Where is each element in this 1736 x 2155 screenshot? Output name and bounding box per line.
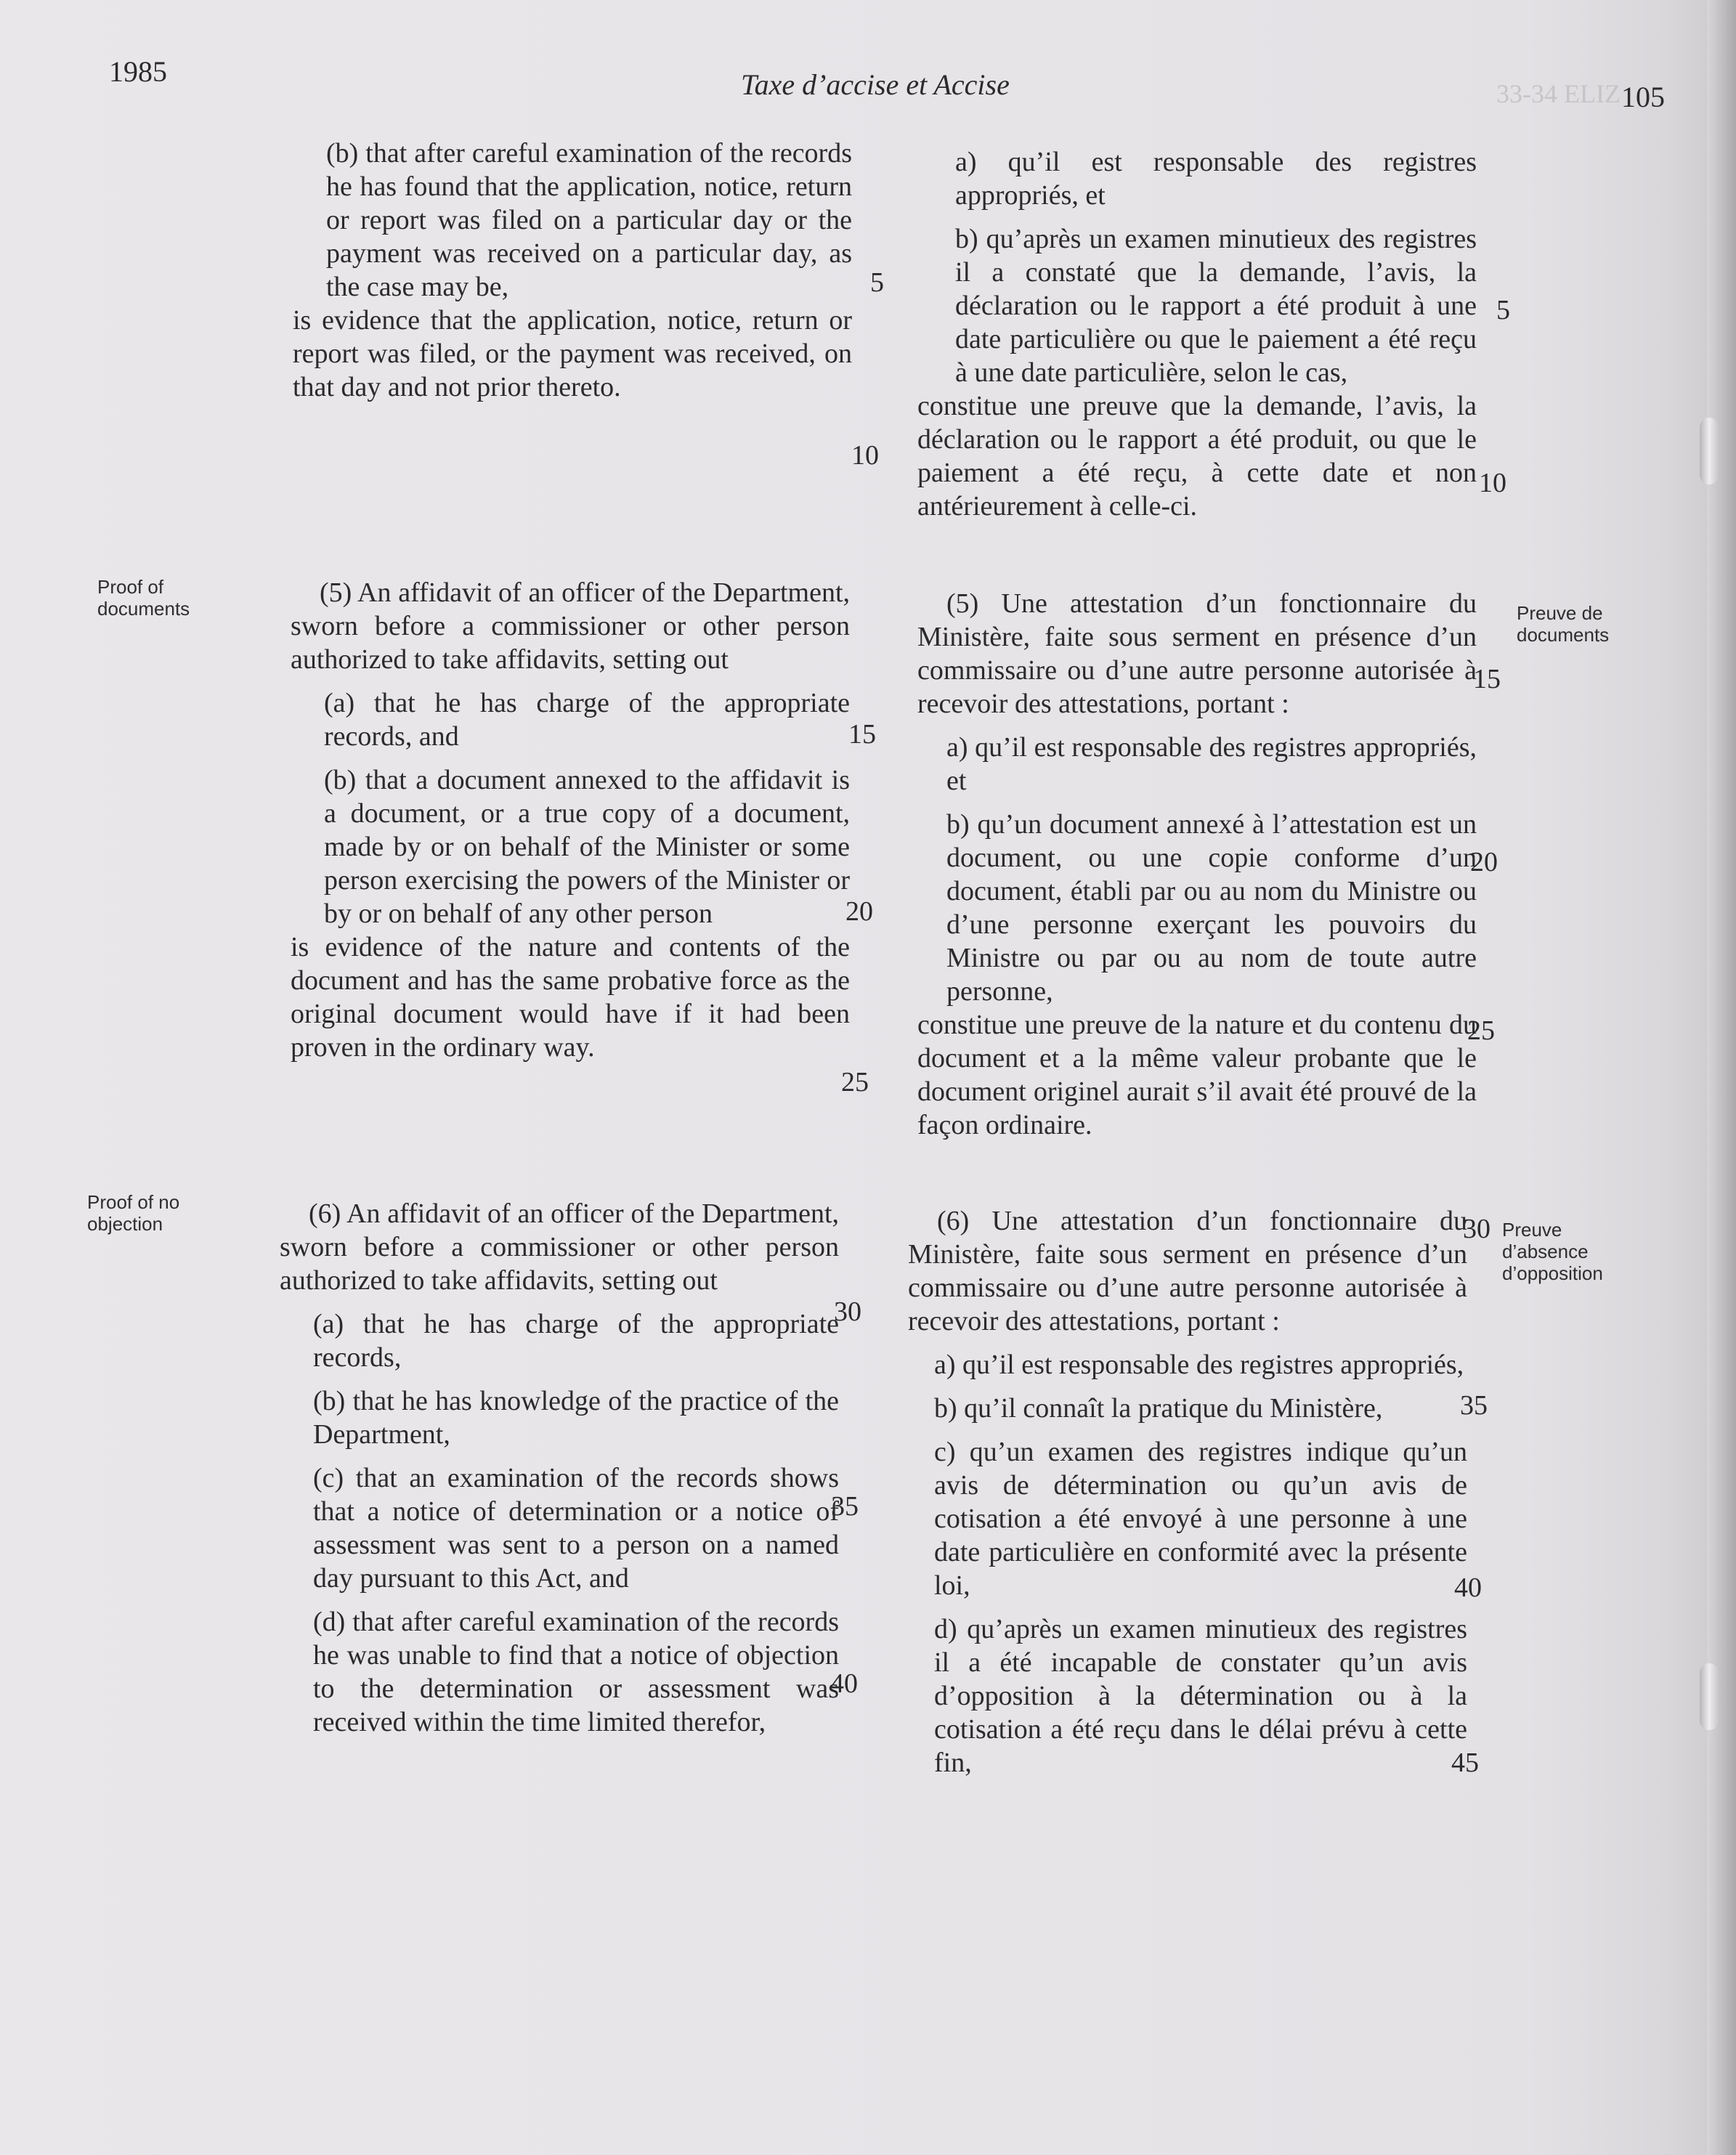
en-s6-a: (a) that he has charge of the appropriate records, xyxy=(313,1309,839,1373)
tab-marker-bottom xyxy=(1700,1663,1719,1730)
line-number: 35 xyxy=(1460,1390,1488,1421)
fr-s5-b: b) qu’un document annexé à l’attestation est un document, ou une copie conforme d’un document, établi par ou au nom du Ministre ou d’une personne exerçant les pouvoirs du Ministre ou par ou au nom de toute autre personne, xyxy=(946,809,1477,1007)
header-title: Taxe d’accise et Accise xyxy=(741,68,1010,101)
fr-s5-preuve: constitue une preuve de la nature et du contenu du document et a la même valeur probante que le document originel aurait s’il avait été prouvé de la façon ordinaire. xyxy=(917,1010,1477,1140)
line-number: 10 xyxy=(851,440,879,471)
english-section-5 xyxy=(291,576,850,1064)
line-number: 45 xyxy=(1451,1748,1479,1778)
line-number: 20 xyxy=(1470,847,1498,877)
bleed-through-header: 33-34 ELIZ xyxy=(1496,79,1621,108)
line-number: 5 xyxy=(1496,295,1510,325)
line-number: 20 xyxy=(845,896,873,927)
french-section-6 xyxy=(908,1204,1467,1779)
line-number: 5 xyxy=(870,267,884,298)
line-number: 30 xyxy=(834,1296,861,1327)
margin-note-preuve-documents: Preuve de documents xyxy=(1517,602,1610,646)
line-number: 40 xyxy=(830,1668,858,1699)
line-number: 30 xyxy=(1463,1214,1490,1244)
line-number: 10 xyxy=(1479,468,1506,498)
page-edge xyxy=(1707,0,1736,2155)
fr-s6-d: d) qu’après un examen minutieux des registres il a été incapable de constater qu’un avis d’opposition à la détermination ou à la cotisation a été reçu dans le délai prévu à cette fin, xyxy=(934,1614,1467,1778)
page-number: 105 xyxy=(1621,81,1665,113)
margin-note-proof-documents: Proof of documents xyxy=(97,576,190,620)
line-number: 35 xyxy=(831,1491,859,1522)
fr-s6-a: a) qu’il est responsable des registres appropriés, xyxy=(934,1350,1464,1380)
margin-note-preuve-absence-opposition: Preuve d’absence d’opposition xyxy=(1502,1219,1603,1284)
header-year: 1985 xyxy=(109,55,167,88)
line-number: 25 xyxy=(1467,1015,1495,1046)
en-evidence-top: is evidence that the application, notice, return or report was filed, or the payment was received, on that day and not prior thereto. xyxy=(293,305,852,402)
french-section-4-end xyxy=(917,145,1477,523)
en-s5-b: (b) that a document annexed to the affidavit is a document, or a true copy of a document, made by or on behalf of the Minister or some person exercising the powers of the Minister or by or on behalf of any other person xyxy=(324,765,850,929)
tab-marker-top xyxy=(1700,418,1719,484)
english-section-6 xyxy=(280,1197,839,1739)
line-number: 15 xyxy=(848,719,876,750)
en-s6-b: (b) that he has knowledge of the practice of the Department, xyxy=(313,1386,839,1450)
french-section-5 xyxy=(917,587,1477,1142)
line-number: 15 xyxy=(1473,664,1501,694)
fr-s6-c: c) qu’un examen des registres indique qu’un avis de détermination ou qu’un avis de cotisation a été envoyé à une personne à une date particulière en conformité avec la présente loi, xyxy=(934,1437,1467,1601)
fr-s5-a: a) qu’il est responsable des registres appropriés, et xyxy=(946,732,1477,796)
fr-preuve-top: constitue une preuve que la demande, l’avis, la déclaration ou le rapport a été produit, ou que le paiement a été reçu, à cette date et non antérieurement à celle-ci. xyxy=(917,391,1477,521)
margin-note-proof-no-objection: Proof of no objection xyxy=(87,1191,180,1235)
fr-s6-b: b) qu’il connaît la pratique du Ministère, xyxy=(934,1393,1383,1424)
fr-s6-intro: (6) Une attestation d’un fonctionnaire du Ministère, faite sous serment en présence d’un commissaire ou d’une autre personne autorisée à recevoir des attestations, portant : xyxy=(908,1206,1467,1336)
fr-s5-intro: (5) Une attestation d’un fonctionnaire du Ministère, faite sous serment en présence d’un commissaire ou d’une autre personne autorisée à recevoir des attestations, portant : xyxy=(917,588,1477,719)
en-para-b-top: (b) that after careful examination of the records he has found that the application, notice, return or report was filed on a particular day or the payment was received on a particular day, as the case may be, xyxy=(326,138,852,302)
fr-para-a-top: a) qu’il est responsable des registres appropriés, et xyxy=(955,147,1477,211)
line-number: 25 xyxy=(841,1067,869,1097)
en-s5-a: (a) that he has charge of the appropriate records, and xyxy=(324,688,850,752)
en-s6-d: (d) that after careful examination of the records he was unable to find that a notice of objection to the determination or assessment was received within the time limited therefor, xyxy=(313,1607,839,1737)
en-s6-intro: (6) An affidavit of an officer of the Department, sworn before a commissioner or other person authorized to take affidavits, setting out xyxy=(280,1198,839,1296)
english-section-4-end xyxy=(293,137,852,404)
en-s5-evidence: is evidence of the nature and contents of the document and has the same probative force as the original document would have if it had been proven in the ordinary way. xyxy=(291,932,850,1063)
line-number: 40 xyxy=(1454,1572,1482,1603)
en-s6-c: (c) that an examination of the records shows that a notice of determination or a notice of assessment was sent to a person on a named day pursuant to this Act, and xyxy=(313,1463,839,1594)
fr-para-b-top: b) qu’après un examen minutieux des registres il a constaté que la demande, l’avis, la déclaration ou le rapport a été produit à une date particulière ou que le paiement a été reçu à une date particulière, selon le cas, xyxy=(955,224,1477,388)
en-s5-intro: (5) An affidavit of an officer of the Department, sworn before a commissioner or other person authorized to take affidavits, setting out xyxy=(291,577,850,675)
